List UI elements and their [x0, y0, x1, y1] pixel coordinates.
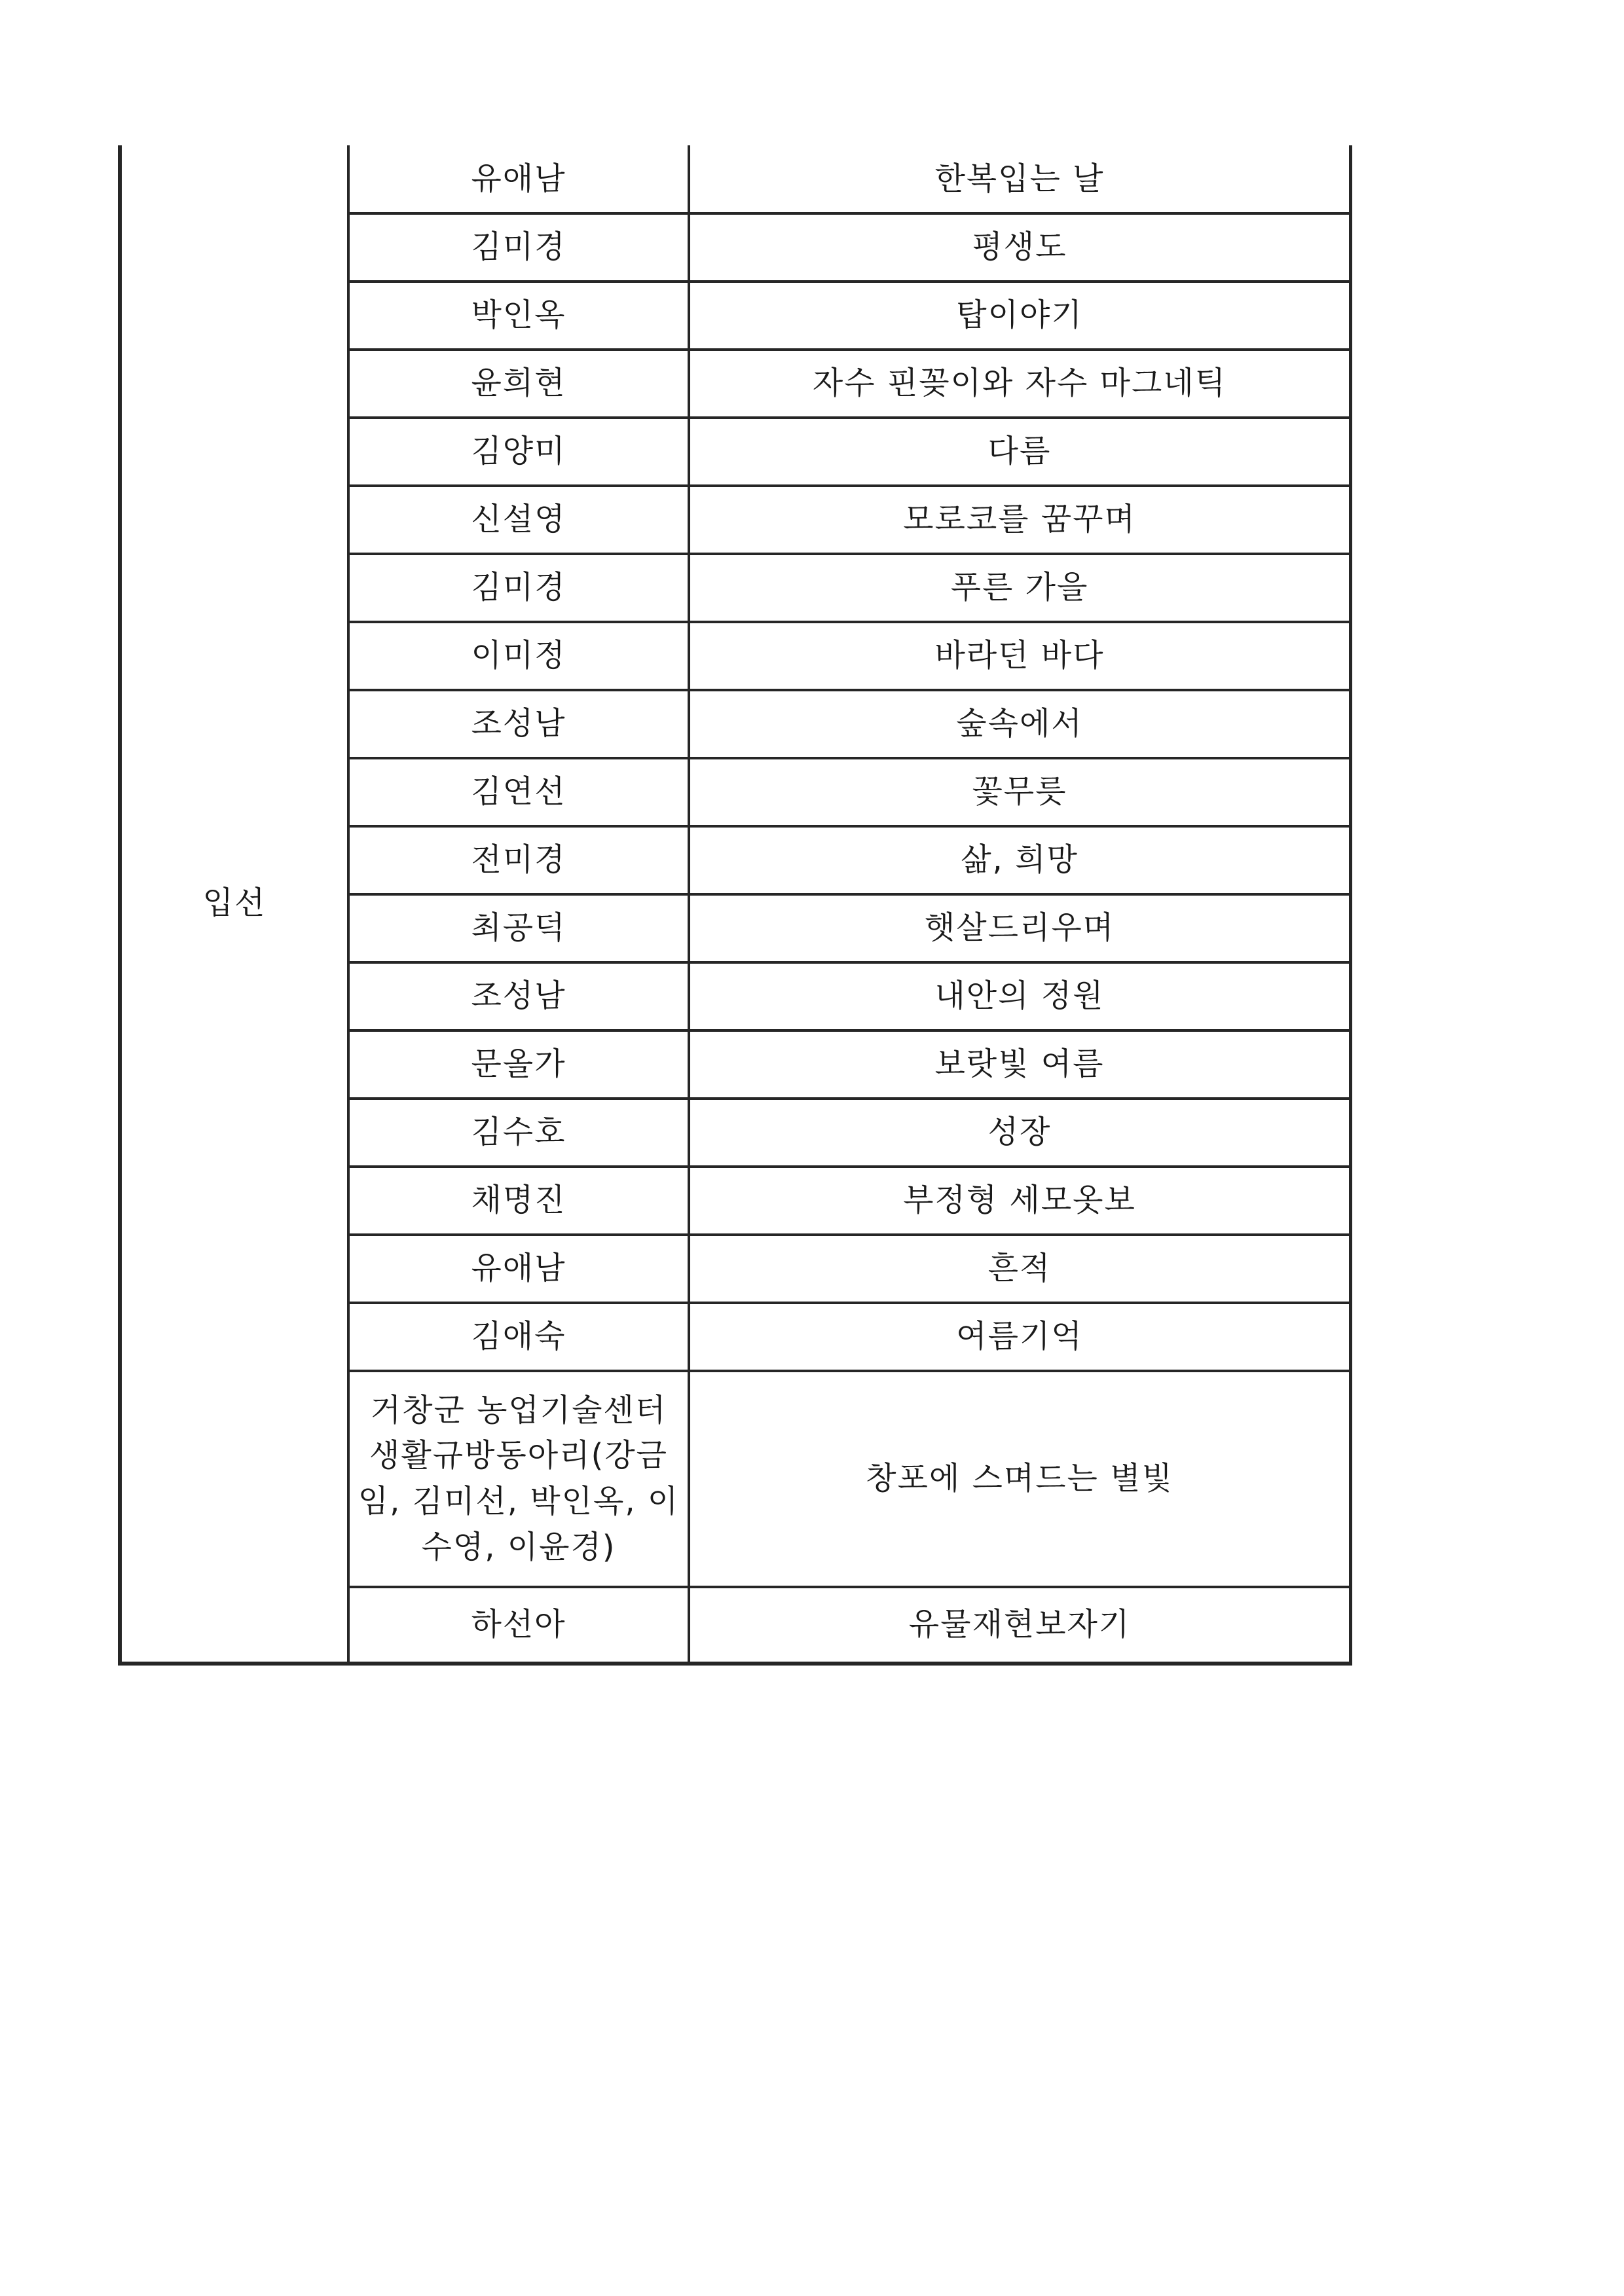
artist-cell: 김연선 [471, 773, 566, 811]
title-cell: 부정형 세모옷보 [903, 1182, 1136, 1219]
artist-cell: 유애남 [471, 1250, 566, 1287]
artist-cell: 김애숙 [471, 1318, 566, 1355]
title-cell: 한복입는 날 [934, 160, 1105, 198]
title-cell: 다름 [987, 433, 1052, 470]
artist-cell: 신설영 [471, 501, 566, 538]
artist-cell: 조성남 [471, 705, 566, 742]
title-cell: 보랏빛 여름 [934, 1046, 1105, 1083]
title-cell: 햇살드리우며 [924, 909, 1115, 947]
artist-cell: 전미경 [471, 841, 566, 879]
artist-cell: 이미정 [471, 637, 566, 674]
title-cell: 바라던 바다 [934, 637, 1105, 674]
table-border-left [118, 145, 122, 1663]
title-cell: 평생도 [972, 228, 1067, 266]
artist-cell: 윤희현 [471, 365, 566, 402]
title-cell: 유물재현보자기 [908, 1606, 1131, 1643]
artist-cell: 유애남 [471, 160, 566, 198]
title-cell: 탑이야기 [956, 297, 1083, 334]
title-cell: 여름기억 [956, 1318, 1083, 1355]
artist-cell: 조성남 [471, 977, 566, 1015]
award-category-label: 입선 [202, 884, 267, 921]
artist-cell: 박인옥 [471, 297, 566, 334]
title-cell: 꽃무릇 [972, 773, 1067, 811]
title-cell: 모로코를 꿈꾸며 [903, 501, 1136, 538]
title-cell: 삶, 희망 [961, 841, 1079, 879]
artist-cell: 김양미 [471, 433, 566, 470]
title-cell: 푸른 가을 [950, 569, 1089, 606]
title-cell: 내안의 정원 [934, 977, 1105, 1015]
table-border-right [1349, 145, 1352, 1663]
artist-cell: 거창군 농업기술센터 생활규방동아리(강금임, 김미선, 박인옥, 이수영, 이윤경) [358, 1391, 680, 1565]
artist-cell: 문올가 [471, 1046, 566, 1083]
artist-cell: 김수호 [471, 1114, 566, 1151]
artist-cell: 김미경 [471, 228, 566, 266]
title-cell: 흔적 [987, 1250, 1052, 1287]
title-cell: 성장 [987, 1114, 1052, 1151]
title-cell: 숲속에서 [956, 705, 1083, 742]
artist-cell: 김미경 [471, 569, 566, 606]
artist-cell: 하선아 [471, 1606, 566, 1643]
artist-cell: 최공덕 [471, 909, 566, 947]
artist-cell: 채명진 [471, 1182, 566, 1219]
title-cell: 창포에 스며드는 별빛 [866, 1460, 1173, 1497]
title-cell: 자수 핀꽂이와 자수 마그네틱 [812, 365, 1227, 402]
